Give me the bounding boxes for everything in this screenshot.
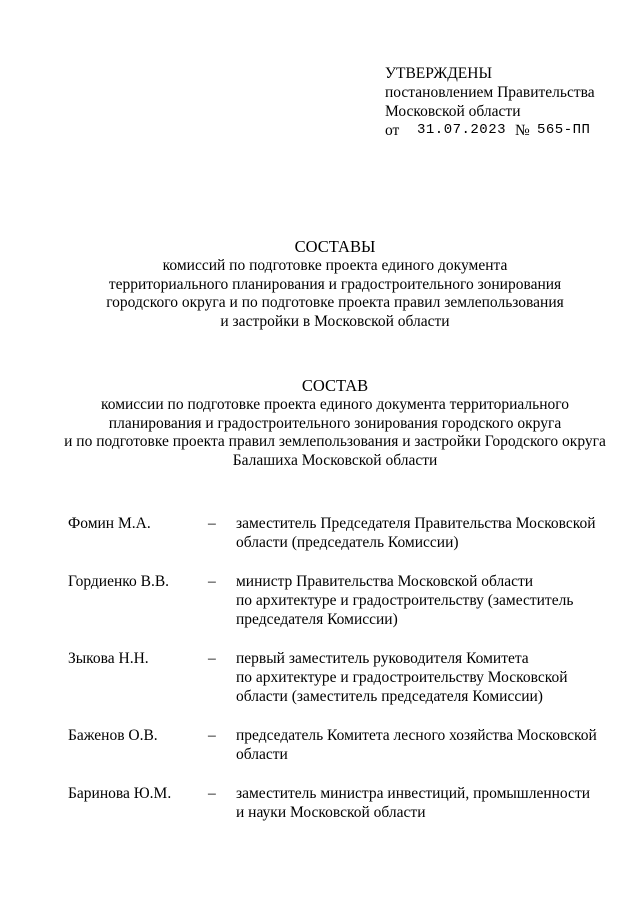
approval-line-3: Московской области [385,103,521,120]
member-row [0,514,640,552]
member-name: Гордиенко В.В. [68,573,170,590]
member-role-line: председателя Комиссии) [236,611,398,628]
compositions-line: комиссий по подготовке проекта единого документа [162,257,508,274]
member-role-line: председатель Комитета лесного хозяйства Московской [236,727,597,744]
member-row [0,784,640,822]
member-dash: – [208,650,216,667]
composition-line: Балашиха Московской области [232,451,438,469]
decree-number: 565-ПП [537,122,591,138]
approval-line-2: постановлением Правительства [385,84,595,101]
member-name: Фомин М.А. [68,515,151,532]
approval-date-line [385,121,625,140]
member-role [236,514,616,552]
compositions-line: и застройки в Московской области [220,312,450,330]
member-role-line: заместитель министра инвестиций, промышленности [236,785,591,802]
member-row [0,572,640,629]
member-name: Баженов О.В. [68,727,158,744]
member-role-line: заместитель Председателя Правительства Московской [236,515,596,532]
compositions-heading [40,236,630,331]
member-role-line: области (председатель Комиссии) [236,534,459,551]
composition-line: комиссии по подготовке проекта единого документа территориального [101,396,569,413]
member-role-line: области [236,746,288,763]
member-dash: – [208,515,216,532]
member-dash: – [208,573,216,590]
member-role [236,572,616,629]
date-prefix: от [385,122,400,139]
composition-line: планирования и градостроительного зонирования городского округа [108,414,562,432]
member-role-line: первый заместитель руководителя Комитета [236,650,529,667]
compositions-line: территориального планирования и градостроительного зонирования [108,275,562,293]
member-list [0,514,640,842]
compositions-title: СОСТАВЫ [294,237,376,256]
compositions-line: городского округа и по подготовке проекта правил землепользования [106,294,564,311]
member-role-line: по архитектуре и градостроительству Московской [236,669,568,686]
member-role [236,649,616,706]
member-row [0,649,640,706]
member-name: Баринова Ю.М. [68,785,172,802]
member-role [236,784,616,822]
approval-heading: УТВЕРЖДЕНЫ [385,65,492,82]
composition-heading [40,375,630,470]
member-dash: – [208,785,216,802]
member-name: Зыкова Н.Н. [68,650,149,667]
member-role [236,726,616,764]
member-row [0,726,640,764]
composition-line: и по подготовке проекта правил землепользования и застройки Городского округа [64,433,606,450]
decree-date: 31.07.2023 [417,122,507,138]
member-role-line: области (заместитель председателя Комиссии) [236,688,543,705]
approval-stamp [385,64,625,140]
member-role-line: по архитектуре и градостроительству (заместитель [236,592,574,609]
member-role-line: и науки Московской области [236,804,426,821]
composition-title: СОСТАВ [301,376,369,395]
member-dash: – [208,727,216,744]
member-role-line: министр Правительства Московской области [236,573,534,590]
number-prefix: № [515,122,530,139]
